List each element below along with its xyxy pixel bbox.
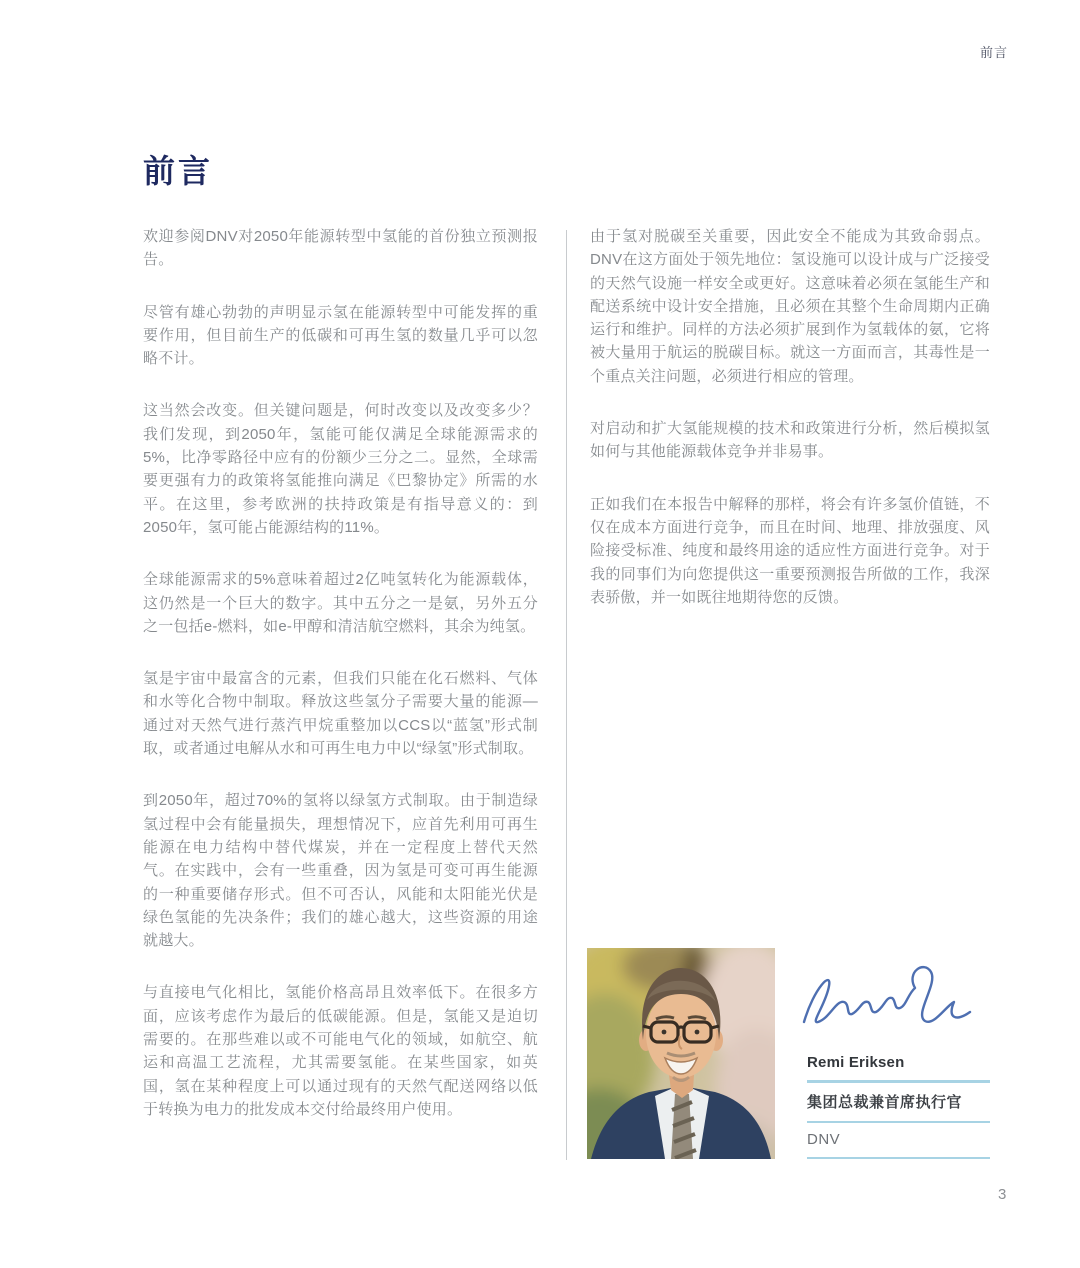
- running-header: 前言: [979, 45, 1008, 60]
- right-column: [590, 225, 990, 638]
- signature-image: [798, 960, 976, 1042]
- paragraph: 尽管有雄心勃勃的声明显示氢在能源转型中可能发挥的重要作用，但目前生产的低碳和可再生氢的数量几乎可以忽略不计。: [143, 303, 538, 368]
- page-title: 前言: [143, 153, 214, 189]
- paragraph: 全球能源需求的5%意味着超过2亿吨氢转化为能源载体，这仍然是一个巨大的数字。其中五分之一是氨，另外五分之一包括e-燃料，如e-甲醇和清洁航空燃料，其余为纯氢。: [143, 571, 538, 635]
- paragraph: 与直接电气化相比，氢能价格高昂且效率低下。在很多方面，应该考虑作为最后的低碳能源。但是，氢能又是迫切需要的。在那些难以或不可能电气化的领域，如航空、航运和高温工艺流程，尤其需要氢能。在某些国家，如英国，氢在某种程度上可以通过现有的天然气配送网络以低于转换为电力的批发成本交付给最终用户使用。: [143, 984, 538, 1118]
- divider-line: [807, 1121, 990, 1123]
- paragraph: 到2050年，超过70%的氢将以绿氢方式制取。由于制造绿氢过程中会有能量损失，理想情况下，应首先利用可再生能源在电力结构中替代煤炭，并在一定程度上替代天然气。在实践中，会有一些重叠，因为氢是可变可再生能源的一种重要储存形式。但不可否认，风能和太阳能光伏是绿色氢能的先决条件；我们的雄心越大，这些资源的用途就越大。: [143, 792, 538, 950]
- paragraph: 欢迎参阅DNV对2050年能源转型中氢能的首份独立预测报告。: [143, 228, 538, 269]
- divider-line: [807, 1157, 990, 1159]
- paragraph: 氢是宇宙中最富含的元素，但我们只能在化石燃料、气体和水等化合物中制取。释放这些氢分子需要大量的能源—通过对天然气进行蒸汽甲烷重整加以CCS以“蓝氢”形式制取，或者通过电解从水和可再生电力中以“绿氢”形式制取。: [143, 670, 538, 758]
- column-divider: [566, 230, 567, 1160]
- page-number: 3: [998, 1186, 1007, 1203]
- signature-block: [807, 1054, 990, 1167]
- paragraph: 正如我们在本报告中解释的那样，将会有许多氢价值链，不仅在成本方面进行竞争，而且在时间、地理、排放强度、风险接受标准、纯度和最终用途的适应性方面进行竞争。对于我的同事们为向您提供这一重要预测报告所做的工作，我深表骄傲，并一如既往地期待您的反馈。: [590, 495, 990, 606]
- portrait-photo: [587, 948, 775, 1159]
- signee-title: 集团总裁兼首席执行官: [807, 1094, 963, 1111]
- signee-company: DNV: [807, 1131, 841, 1148]
- signee-name: Remi Eriksen: [807, 1054, 905, 1071]
- paragraph: 这当然会改变。但关键问题是，何时改变以及改变多少？我们发现，到2050年，氢能可能仅满足全球能源需求的5%，比净零路径中应有的份额少三分之二。显然，全球需要更强有力的政策将氢能推向满足《巴黎协定》所需的水平。在这里，参考欧洲的扶持政策是有指导意义的：到2050年，氢可能占能源结构的11%。: [143, 402, 538, 536]
- left-column: [143, 225, 538, 1150]
- paragraph: 由于氢对脱碳至关重要，因此安全不能成为其致命弱点。DNV在这方面处于领先地位：氢设施可以设计成与广泛接受的天然气设施一样安全或更好。这意味着必须在氢能生产和配送系统中设计安全措施，且必须在其整个生命周期内正确运行和维护。同样的方法必须扩展到作为氢载体的氨，它将被大量用于航运的脱碳目标。就这一方面而言，其毒性是一个重点关注问题，必须进行相应的管理。: [590, 228, 990, 385]
- paragraph: 对启动和扩大氢能规模的技术和政策进行分析，然后模拟氢如何与其他能源载体竞争并非易事。: [590, 420, 990, 461]
- divider-line: [807, 1080, 990, 1083]
